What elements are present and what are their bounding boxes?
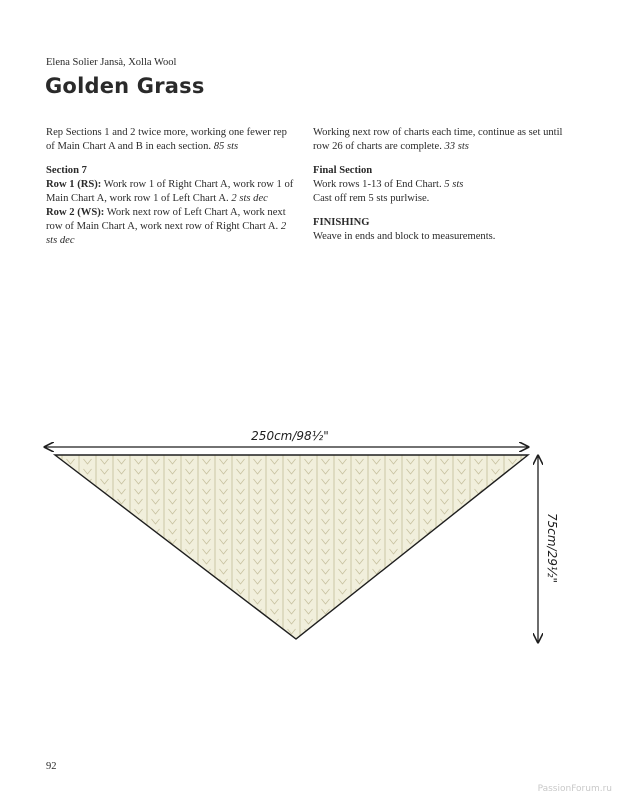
watermark: PassionForum.ru <box>537 784 612 794</box>
right-column <box>313 126 563 254</box>
finishing-text: Weave in ends and block to measurements. <box>313 231 496 242</box>
leaf-motif <box>84 459 92 634</box>
row2-count: 2 sts dec <box>46 221 287 246</box>
leaf-motif <box>509 459 517 634</box>
left-column <box>46 126 296 258</box>
continue-text: Working next row of charts each time, continue as set until row 26 of charts are complete. <box>313 127 563 152</box>
intro-text: Rep Sections 1 and 2 twice more, working one fewer rep of Main Chart A and B in each section. <box>46 127 287 152</box>
row1-count: 2 sts dec <box>231 193 268 204</box>
byline: Elena Solier Jansà, Xolla Wool <box>46 57 177 68</box>
shawl-shape <box>55 455 528 639</box>
row2-label: Row 2 (WS): <box>46 207 105 218</box>
page-title: Golden Grass <box>45 74 205 98</box>
leaf-motif <box>492 459 500 634</box>
leaf-motif <box>67 459 75 634</box>
final-section <box>313 164 563 206</box>
row1-label: Row 1 (RS): <box>46 179 102 190</box>
final-line-1-count: 5 sts <box>444 179 464 190</box>
row2-text: Work next row of Left Chart A, work next row of Main Chart A, work next row of Right Chart A. <box>46 207 286 232</box>
final-line-1: Work rows 1-13 of End Chart. <box>313 179 442 190</box>
continue-count: 33 sts <box>444 141 469 152</box>
section-intro <box>46 126 296 154</box>
intro-stitch-count: 85 sts <box>213 141 239 152</box>
section-7 <box>46 164 296 248</box>
row1-text: Work row 1 of Right Chart A, work row 1 of Main Chart A, work row 1 of Left Chart A. <box>46 179 294 204</box>
page-number: 92 <box>46 761 57 772</box>
width-label: 250cm/98½" <box>251 429 329 443</box>
section-7-heading: Section 7 <box>46 165 87 176</box>
depth-label: 75cm/29½" <box>545 512 559 584</box>
final-line-2: Cast off rem 5 sts purlwise. <box>313 193 430 204</box>
finishing-heading: FINISHING <box>313 217 370 228</box>
finishing <box>313 216 563 244</box>
continue-instructions <box>313 126 563 154</box>
final-section-heading: Final Section <box>313 165 373 176</box>
shawl-schematic <box>0 420 620 660</box>
leaf-motif <box>526 459 534 634</box>
